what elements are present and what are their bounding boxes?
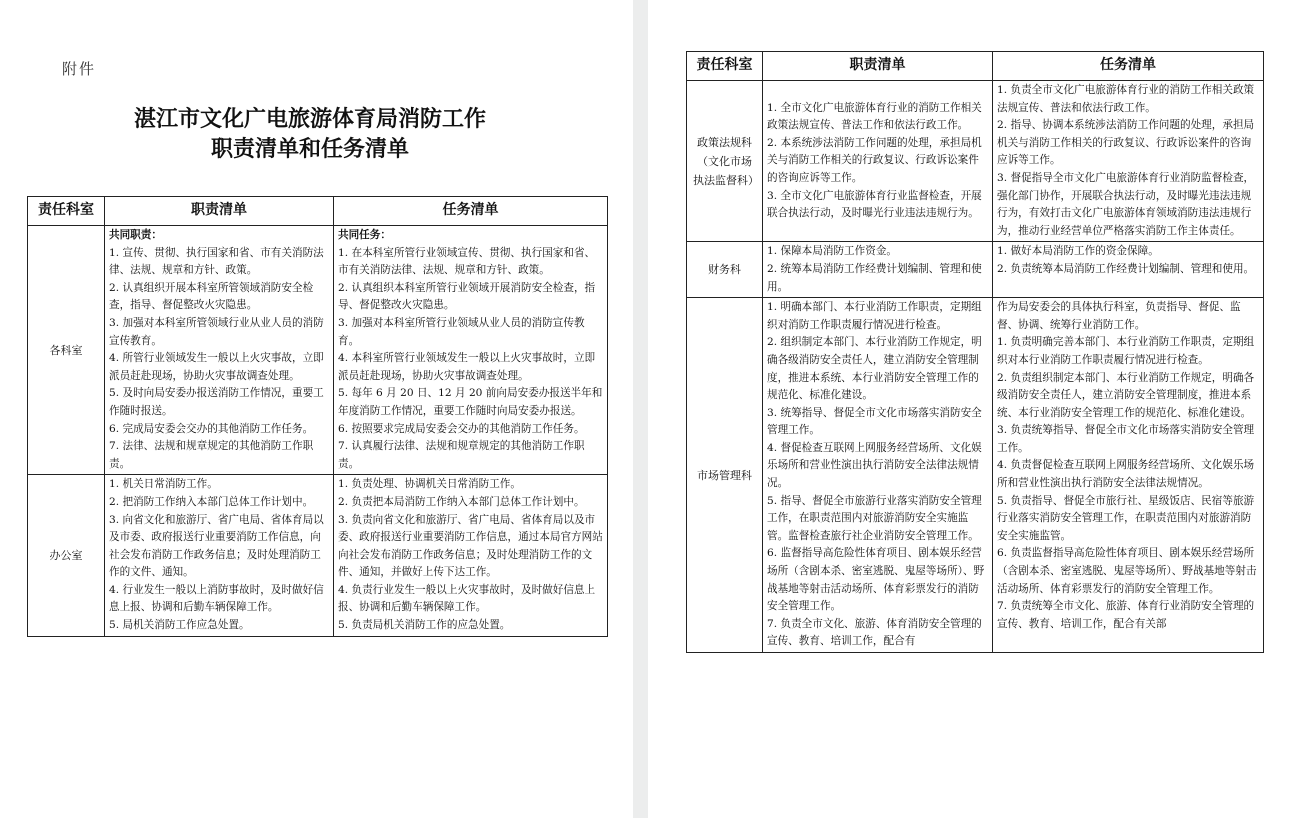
task-item: 6. 按照要求完成局安委会交办的其他消防工作任务。 [338, 422, 585, 435]
table-row [687, 242, 1264, 298]
duty-item: 2. 认真组织开展本科室所管领域消防安全检查，指导、督促整改火灾隐患。 [109, 281, 314, 312]
task-cell [993, 242, 1264, 298]
duty-item: 6. 完成局安委会交办的其他消防工作任务。 [109, 422, 314, 435]
task-item: 7. 负责统筹全市文化、旅游、体育行业消防安全管理的宣传、教育、培训工作，配合有关部 [997, 600, 1255, 630]
duty-item: 7. 负责全市文化、旅游、体育消防安全管理的宣传、教育、培训工作，配合有 [767, 617, 982, 648]
duty-item: 5. 局机关消防工作应急处置。 [109, 619, 250, 632]
task-cell [993, 298, 1264, 653]
task-item: 1. 负责处理、协调机关日常消防工作。 [338, 478, 521, 491]
table-row [28, 475, 608, 636]
task-item: 1. 在本科室所管行业领域宣传、贯彻、执行国家和省、市有关消防法律、法规、规章和方针、政策。 [338, 246, 596, 277]
task-item: 7. 认真履行法律、法规和规章规定的其他消防工作职责。 [338, 440, 585, 470]
duty-item: 2. 把消防工作纳入本部门总体工作计划中。 [109, 495, 314, 508]
dept-cell: 市场管理科 [687, 298, 763, 653]
task-cell [334, 226, 608, 475]
task-subhead: 共同任务： [338, 229, 391, 241]
duty-item: 6. 监督指导高危险性体育项目、剧本娱乐经营场所（含剧本杀、密室逃脱、鬼屋等场所）、野战基地等射击活动场所、体育彩票发行的消防安全管理工作。 [767, 547, 985, 613]
task-item: 1. 做好本局消防工作的资金保障。 [997, 245, 1159, 258]
document-page-left [0, 0, 633, 818]
header-task: 任务清单 [993, 52, 1264, 81]
duty-item: 1. 宣传、贯彻、执行国家和省、市有关消防法律、法规、规章和方针、政策。 [109, 246, 324, 277]
document-title [20, 104, 600, 164]
header-task: 任务清单 [334, 197, 608, 226]
duty-cell [763, 242, 993, 298]
task-item: 4. 负责督促检查互联网上网服务经营场所、文化娱乐场所和营业性演出执行消防安全法律法规情况。 [997, 459, 1255, 490]
duty-item: 4. 行业发生一般以上消防事故时，及时做好信息上报、协调和后勤车辆保障工作。 [109, 583, 324, 614]
title-line-2: 职责清单和任务清单 [210, 136, 409, 162]
dept-cell: 财务科 [687, 242, 763, 298]
duty-item: 2. 本系统涉法消防工作问题的处理，承担局机关与消防工作相关的行政复议、行政诉讼案件的咨询应诉等工作。 [767, 136, 982, 184]
duty-item: 3. 统筹指导、督促全市文化市场落实消防安全管理工作。 [767, 406, 982, 437]
table-row [687, 298, 1264, 653]
table-header-row [687, 52, 1264, 81]
task-item: 1. 负责全市文化广电旅游体育行业的消防工作相关政策法规宣传、普法和依法行政工作。 [997, 84, 1255, 114]
task-cell [334, 475, 608, 636]
duty-item: 2. 统筹本局消防工作经费计划编制、管理和使用。 [767, 262, 982, 293]
duty-item: 7. 法律、法规和规章规定的其他消防工作职责。 [109, 440, 314, 470]
duty-item: 1. 机关日常消防工作。 [109, 478, 218, 491]
task-cell [993, 81, 1264, 242]
task-item: 3. 负责统筹指导、督促全市文化市场落实消防安全管理工作。 [997, 424, 1255, 454]
task-item: 6. 负责监督指导高危险性体育项目、剧本娱乐经营场所（含剧本杀、密室逃脱、鬼屋等场所）、野战基地等射击活动场所、体育彩票发行的消防安全管理工作。 [997, 547, 1257, 595]
duty-item: 1. 保障本局消防工作资金。 [767, 245, 898, 258]
table-header-row [28, 197, 608, 226]
document-page-right [648, 0, 1293, 818]
dept-cell: 政策法规科（文化市场执法监督科） [687, 81, 763, 242]
task-item: 3. 加强对本科室所管行业领域从业人员的消防宣传教育。 [338, 316, 585, 347]
duty-item: 1. 全市文化广电旅游体育行业的消防工作相关政策法规宣传、普法工作和依法行政工作。 [767, 101, 982, 132]
header-duty: 职责清单 [105, 197, 334, 226]
duty-item: 3. 向省文化和旅游厅、省广电局、省体育局以及市委、政府报送行业重要消防工作信息，向社会发布消防工作政务信息；及时处理消防工作的文件、通知。 [109, 513, 324, 579]
duty-item: 3. 全市文化广电旅游体育行业监督检查，开展联合执法行动，及时曝光行业违法违规行为。 [767, 189, 982, 220]
task-item: 3. 督促指导全市文化广电旅游体育行业消防监督检查，强化部门协作，开展联合执法行动，及时曝光违法违规行为，有效打击文化广电旅游体育领域消防违法违规行为，推动行业经营单位严格落实消防工作主体责任。 [997, 171, 1255, 237]
duty-cell [763, 298, 993, 653]
task-item: 2. 认真组织本科室所管行业领域开展消防安全检查，指导、督促整改火灾隐患。 [338, 281, 596, 312]
task-item: 5. 每年 6 月 20 日、12 月 20 前向局安委办报送半年和年度消防工作情况，重要工作随时向局安委办报送。 [338, 387, 603, 417]
task-item: 4. 本科室所管行业领域发生一般以上火灾事故时，立即派员赶赴现场，协助火灾事故调查处理。 [338, 352, 596, 382]
duty-item: 5. 及时向局安委办报送消防工作情况，重要工作随时报送。 [109, 387, 324, 417]
table-row [28, 226, 608, 475]
duty-item: 4. 所管行业领域发生一般以上火灾事故，立即派员赶赴现场，协助火灾事故调查处理。 [109, 352, 324, 382]
dept-cell: 各科室 [28, 226, 105, 475]
duty-cell [105, 475, 334, 636]
task-item: 5. 负责局机关消防工作的应急处置。 [338, 619, 511, 632]
task-item: 1. 负责明确完善本部门、本行业消防工作职责，定期组织对本行业消防工作职责履行情况进行检查。 [997, 336, 1255, 366]
responsibility-table-left [27, 196, 608, 637]
title-line-1: 湛江市文化广电旅游体育局消防工作 [133, 106, 486, 132]
task-item: 2. 负责把本局消防工作纳入本部门总体工作计划中。 [338, 495, 585, 508]
table-row [687, 81, 1264, 242]
attachment-label: 附件 [62, 60, 97, 78]
task-item: 4. 负责行业发生一般以上火灾事故时，及时做好信息上报、协调和后勤车辆保障工作。 [338, 583, 596, 614]
duty-item: 5. 指导、督促全市旅游行业落实消防安全管理工作，在职责范围内对旅游消防安全实施监管。监督检查旅行社企业消防安全管理工作。 [767, 494, 982, 542]
task-item: 2. 负责组织制定本部门、本行业消防工作规定，明确各级消防安全责任人，建立消防安全管理制度，推进本系统、本行业消防安全管理工作的规范化、标准化建设。 [997, 371, 1255, 419]
responsibility-table-right [686, 51, 1264, 653]
task-item: 3. 负责向省文化和旅游厅、省广电局、省体育局以及市委、政府报送行业重要消防工作信息，通过本局官方网站向社会发布消防工作政务信息；及时处理消防工作的文件、通知，并做好上传下达工作。 [338, 513, 603, 579]
header-duty: 职责清单 [763, 52, 993, 81]
duty-cell [105, 226, 334, 475]
duty-item: 3. 加强对本科室所管领域行业从业人员的消防宣传教育。 [109, 316, 324, 347]
duty-item: 2. 组织制定本部门、本行业消防工作规定，明确各级消防安全责任人，建立消防安全管理制度，推进本系统、本行业消防安全管理工作的规范化、标准化建设。 [767, 336, 982, 402]
header-dept: 责任科室 [687, 52, 763, 81]
task-item: 2. 负责统筹本局消防工作经费计划编制、管理和使用。 [997, 262, 1255, 275]
task-item: 作为局安委会的具体执行科室，负责指导、督促、监督、协调、统筹行业消防工作。 [997, 301, 1241, 331]
duty-subhead: 共同职责： [109, 229, 162, 241]
duty-item: 1. 明确本部门、本行业消防工作职责，定期组织对消防工作职责履行情况进行检查。 [767, 301, 982, 331]
dept-cell: 办公室 [28, 475, 105, 636]
duty-item: 4. 督促检查互联网上网服务经营场所、文化娱乐场所和营业性演出执行消防安全法律法规情况。 [767, 441, 982, 490]
header-dept: 责任科室 [28, 197, 105, 226]
task-item: 5. 负责指导、督促全市旅行社、星级饭店、民宿等旅游行业落实消防安全管理工作，在职责范围内对旅游消防安全实施监管。 [997, 494, 1255, 542]
task-item: 2. 指导、协调本系统涉法消防工作问题的处理，承担局机关与消防工作相关的行政复议、行政诉讼案件的咨询应诉等工作。 [997, 119, 1255, 167]
duty-cell [763, 81, 993, 242]
